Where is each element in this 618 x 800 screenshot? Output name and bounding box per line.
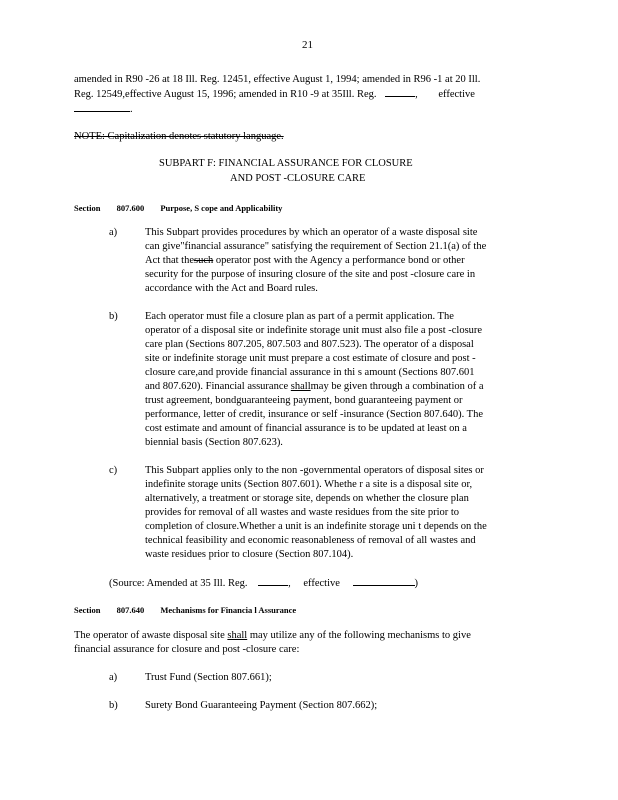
para-a-line: accordance with the Act and Board rules.	[145, 283, 318, 294]
para-b-line	[145, 380, 484, 395]
para-c-label: c)	[109, 465, 118, 476]
list-item-text: Surety Bond Guaranteeing Payment (Section 807.662);	[145, 700, 378, 711]
section-640-line: financial assurance for closure and post -closure care:	[74, 644, 300, 655]
source-text: (Source: Amended at 35 Ill. Reg.	[109, 578, 248, 589]
section-number: 807.640	[116, 605, 145, 615]
para-a-line	[145, 254, 465, 269]
para-b-text: may be given through a combination of a	[310, 381, 484, 392]
para-c-line: provides for removal of all wastes and waste residues from the site prior to	[145, 507, 460, 518]
section-title: Purpose, S cope and Applicability	[160, 203, 283, 213]
blank-line	[353, 576, 415, 586]
subpart-heading-line-2: AND POST -CLOSURE CARE	[230, 173, 366, 184]
history-line-2-text: Reg. 12549,effective August 15, 1996; amended in R10 -9 at 35Ill. Reg.	[74, 89, 377, 100]
para-b-line: closure care,and provide financial assurance in thi s amount (Sections 807.601	[145, 367, 475, 378]
blank-line	[385, 87, 415, 97]
underlined-word: shall	[227, 630, 248, 641]
para-c-line: technical feasibility and economic reasonableness of removal of all wastes and	[145, 535, 476, 546]
para-a-line: This Subpart provides procedures by which an operator of a waste disposal site	[145, 227, 478, 238]
para-b-line: operator of a disposal site or indefinite storage unit must also file a post -closure	[145, 325, 483, 336]
para-b-line: care plan (Sections 807.205, 807.503 and 807.523). The operator of a disposal	[145, 339, 474, 350]
section-heading-807-640	[74, 603, 296, 618]
underlined-word: shall	[290, 381, 311, 392]
section-label: Section	[74, 605, 101, 615]
history-line-3: .	[74, 102, 133, 118]
para-a-text: operator post with the Agency a performance bond or other	[213, 255, 465, 266]
para-a-line: can give"financial assurance" satisfying the requirement of Section 21.1(a) of the	[145, 241, 487, 252]
para-b-line: Each operator must file a closure plan as part of a permit application. The	[145, 311, 454, 322]
list-item-text: Trust Fund (Section 807.661);	[145, 672, 272, 683]
section-number: 807.600	[116, 203, 145, 213]
para-b-line: trust agreement, bondguaranteeing payment, bond guaranteeing payment or	[145, 395, 463, 406]
list-item-label: a)	[109, 672, 118, 683]
history-line-1: amended in R90 -26 at 18 Ill. Reg. 12451, effective August 1, 1994; amended in R96 -1 at 20 Ill.	[74, 74, 481, 85]
section-title: Mechanisms for Financia l Assurance	[160, 605, 297, 615]
section-640-text: The operator of awaste disposal site	[74, 630, 225, 641]
subpart-heading-line-1: SUBPART F: FINANCIAL ASSURANCE FOR CLOSURE	[159, 158, 413, 169]
page-number: 21	[302, 39, 313, 51]
para-c-line: indefinite storage units (Section 807.601). Whethe r a site is a disposal site or,	[145, 479, 473, 490]
para-b-line: performance, letter of credit, insurance or self -insurance (Section 807.640). The	[145, 409, 484, 420]
para-b-line: cost estimate and amount of financial assurance is to be updated at least on a	[145, 423, 467, 434]
history-line-2: Reg. 12549,effective August 15, 1996; amended in R10 -9 at 35Ill. Reg. , effective	[74, 89, 475, 100]
para-c-line: alternatively, a treatment or storage site, depends on whether the closure plan	[145, 493, 469, 504]
note-line: NOTE: Capitalization denotes statutory language.	[74, 131, 284, 142]
section-label: Section	[74, 203, 101, 213]
para-b-line: site or indefinite storage unit must prepare a cost estimate of closure and post -	[145, 353, 476, 364]
para-b-text: and 807.620). Financial assurance	[145, 381, 289, 392]
para-a-label: a)	[109, 227, 118, 238]
para-b-line: biennial basis (Section 807.623).	[145, 437, 283, 448]
para-c-line: completion of closure.Whether a unit is an indefinite storage uni t depends on the	[145, 521, 487, 532]
blank-line	[74, 102, 130, 112]
section-heading-807-600	[74, 201, 282, 216]
history-effective: effective	[438, 89, 475, 100]
section-640-text: may utilize any of the following mechanisms to give	[247, 630, 471, 641]
para-c-line: waste residues prior to closure (Section 807.104).	[145, 549, 354, 560]
source-note: (Source: Amended at 35 Ill. Reg. , effective )	[109, 578, 419, 589]
source-effective: effective	[303, 578, 340, 589]
section-640-line	[74, 629, 471, 644]
para-a-text: Act that the	[145, 255, 194, 266]
blank-line	[258, 576, 288, 586]
para-b-label: b)	[109, 311, 118, 322]
struck-word: such	[193, 255, 214, 266]
para-c-line: This Subpart applies only to the non -governmental operators of disposal sites or	[145, 465, 484, 476]
para-a-line: security for the purpose of insuring closure of the site and post -closure care in	[145, 269, 476, 280]
list-item-label: b)	[109, 700, 118, 711]
